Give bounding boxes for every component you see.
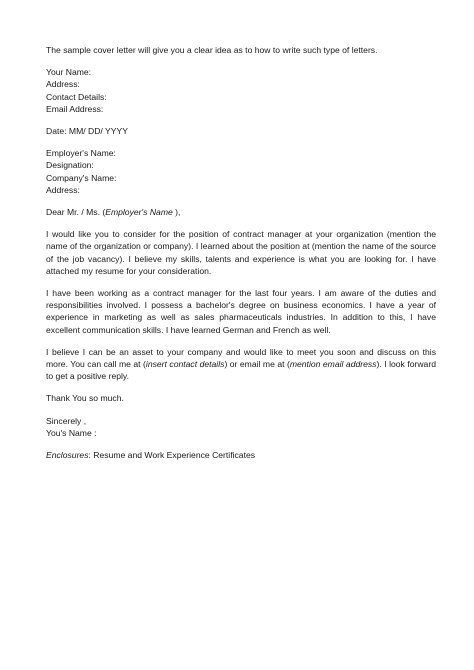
sender-contact-label: Contact Details: [46,91,107,102]
sender-email-label: Email Address: [46,103,104,114]
salutation [46,206,436,218]
date-line: Date: MM/ DD/ YYYY [46,126,128,137]
paragraph-3-part1: I believe I can be an asset to your company and would like to meet you soon and discuss on this more. You can call me at ( [46,346,436,370]
paragraph-2: I have been working as a contract manager for the last four years. I am aware of the duties and responsibilities involved. I possess a bachelor's degree on business economics. I have a year of experience in marketing as well as sales pharmaceuticals industries. In addition to this, I have excellent communication skills. I have learned German and French as well. [46,288,436,335]
intro-text: The sample cover letter will give you a clear idea as to how to write such type of letters. [46,45,378,55]
paragraph-3 [46,346,436,383]
salutation-prefix: Dear Mr. / Ms. ( [46,207,106,218]
paragraph-3-block [46,346,436,383]
signature-name-label: You's Name : [46,427,97,438]
date-block [46,125,436,137]
sincerely-text: Sincerely , [46,415,87,426]
enclosures-text: : Resume and Work Experience Certificates [88,450,256,461]
employer-address-label: Address: [46,184,80,195]
employer-designation-label: Designation: [46,160,94,171]
salutation-block [46,206,436,218]
paragraph-2-block [46,287,436,336]
employer-name-label: Employer's Name: [46,148,116,159]
contact-placeholder: insert contact details [145,359,225,370]
enclosures-line [46,449,436,461]
salutation-placeholder: Employer's Name [105,207,173,218]
sender-name-label: Your Name: [46,67,92,78]
letter-content [46,44,436,471]
thanks-block [46,392,436,404]
closing-block [46,415,436,439]
sender-address-label: Address: [46,79,80,90]
paragraph-1: I would like you to consider for the position of contract manager at your organization (mention the name of the organization or company). I learned about the position at (mention the name of the source of the job vacancy). I believe my skills, talents and experience is what you are looking for. I have attached my resume for your consideration. [46,229,436,276]
employer-company-label: Company's Name: [46,172,117,183]
paragraph-3-part3: ). I look forward to get a positive reply. [46,359,436,382]
intro-block [46,44,436,56]
email-placeholder: mention email address [289,359,377,370]
employer-block [46,147,436,196]
paragraph-3-part2: ) or email me at ( [224,359,290,370]
sender-block [46,66,436,115]
enclosures-label: Enclosures [46,450,89,461]
enclosures-block [46,449,436,461]
thanks-text: Thank You so much. [46,393,124,404]
paragraph-1-block [46,228,436,277]
salutation-suffix: ), [172,207,181,218]
